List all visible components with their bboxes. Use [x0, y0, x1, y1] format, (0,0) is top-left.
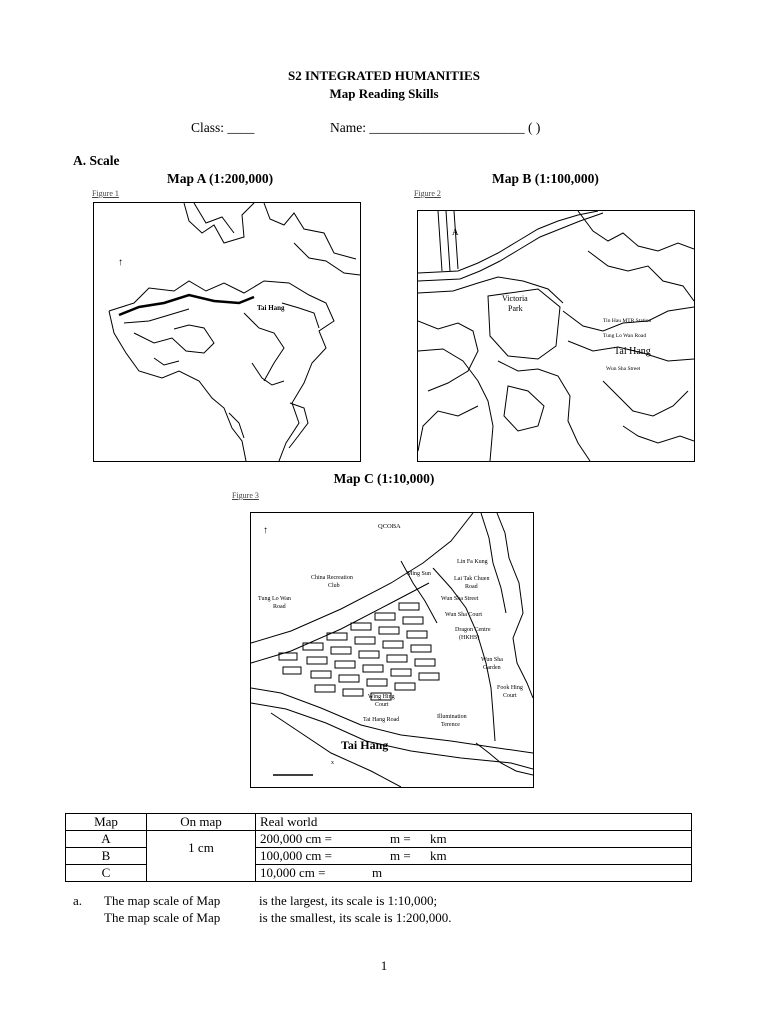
map-c-label-wing-hing: Wing Hing [368, 694, 395, 700]
real-world-m: m [372, 865, 383, 880]
map-b-drawing [418, 211, 694, 461]
table-header-map: Map [66, 814, 147, 831]
real-world-cm: 200,000 cm = [260, 831, 332, 846]
map-b-label-park: Park [508, 304, 523, 313]
table-cell-real-world [256, 865, 692, 882]
map-b-heading: Map B (1:100,000) [492, 171, 599, 186]
map-c-label-tai-hang: Tai Hang [341, 738, 389, 752]
table-cell-on-map-empty [147, 865, 256, 882]
map-b-label-wun-sha: Wun Sha Street [606, 366, 641, 372]
question-a-line1-pre: The map scale of Map [104, 893, 221, 908]
figure-3-label: Figure 3 [232, 491, 259, 500]
map-c-label-hkhs: (HKHS) [459, 635, 480, 641]
table-cell-real-world [256, 831, 692, 848]
figure-1-label: Figure 1 [92, 189, 119, 198]
table-header-real-world: Real world [256, 814, 692, 831]
real-world-m: m = [390, 831, 411, 846]
name-label: Name: _______________________ ( ) [330, 120, 541, 135]
map-c-drawing [251, 513, 533, 787]
map-c-label-x: x [331, 760, 334, 766]
map-c-label-qcoba: QCOBA [378, 523, 401, 530]
north-arrow-icon: ↑ [118, 257, 123, 268]
real-world-cm: 10,000 cm = [260, 865, 326, 880]
map-b-label-tai-hang: Tai Hang [614, 346, 651, 357]
class-label: Class: ____ [191, 120, 255, 135]
question-a-line1-post: is the largest, its scale is 1:10,000; [259, 893, 438, 908]
map-c-label-club: Club [328, 583, 340, 589]
table-row [66, 831, 692, 848]
map-c-label-fook-hing-court: Court [503, 693, 517, 699]
question-a-line2-post: is the smallest, its scale is 1:200,000. [259, 910, 452, 925]
map-c-figure [250, 512, 534, 788]
map-c-buildings [279, 603, 439, 700]
real-world-km: km [430, 848, 447, 863]
map-b-figure [417, 210, 695, 462]
map-a-drawing [94, 203, 360, 461]
map-c-label-fook-hing: Fook Hing [497, 685, 523, 691]
doc-subtitle: Map Reading Skills [329, 86, 439, 101]
scale-table [65, 813, 692, 882]
real-world-m: m = [390, 848, 411, 863]
table-cell-on-map: 1 cm [147, 831, 256, 865]
map-a-label-tai-hang: Tai Hang [257, 304, 285, 312]
map-c-label-wun-sha-court: Wun Sha Court [445, 612, 483, 618]
map-c-label-illumination: Illumination [437, 714, 467, 720]
map-b-label-tung-lo-wan: Tung Lo Wan Road [603, 333, 647, 339]
table-cell-map: C [66, 865, 147, 882]
question-a-line2-pre: The map scale of Map [104, 910, 221, 925]
map-c-label-tung-lo-wan-road: Road [273, 604, 286, 610]
map-c-label-dragon-centre: Dragon Centre [455, 627, 491, 633]
table-header-on-map: On map [147, 814, 256, 831]
table-row [66, 865, 692, 882]
map-c-label-ming-sun: Ming Sun [407, 571, 431, 577]
section-a-heading: A. Scale [73, 153, 120, 168]
map-a-figure [93, 202, 361, 462]
map-b-label-victoria: Victoria [502, 294, 528, 303]
map-a-heading: Map A (1:200,000) [167, 171, 274, 186]
map-c-label-garden: Garden [483, 665, 501, 671]
map-c-heading: Map C (1:10,000) [333, 471, 435, 486]
table-cell-real-world [256, 848, 692, 865]
map-c-label-tai-hang-road: Tai Hang Road [363, 717, 400, 723]
question-a-marker: a. [73, 893, 83, 908]
map-c-label-wun-sha-street: Wun Sha Street [441, 596, 479, 602]
table-header-row [66, 814, 692, 831]
map-b-label-tin-hau: Tin Hau MTR Station [603, 318, 652, 324]
map-c-label-china-rec: China Recreation [311, 575, 353, 581]
map-c-label-wun-sha-garden: Wun Sha [481, 657, 503, 663]
map-b-north-label: A [452, 227, 459, 237]
map-c-north-arrow-icon: ↑ [263, 525, 268, 536]
map-c-label-lai-tak-road: Road [465, 584, 478, 590]
map-c-label-lai-tak-chuen: Lai Tak Chuen [454, 576, 490, 582]
map-c-label-terence: Terence [441, 722, 460, 728]
table-cell-map: A [66, 831, 147, 848]
map-c-label-lin-fa-kung: Lin Fa Kung [457, 559, 488, 565]
doc-title: S2 INTEGRATED HUMANITIES [288, 68, 480, 83]
table-cell-map: B [66, 848, 147, 865]
real-world-cm: 100,000 cm = [260, 848, 332, 863]
map-c-label-tung-lo-wan: Tung Lo Wan [258, 596, 291, 602]
real-world-km: km [430, 831, 447, 846]
page-number: 1 [380, 958, 388, 973]
figure-2-label: Figure 2 [414, 189, 441, 198]
map-c-label-wing-hing-court: Court [375, 702, 389, 708]
